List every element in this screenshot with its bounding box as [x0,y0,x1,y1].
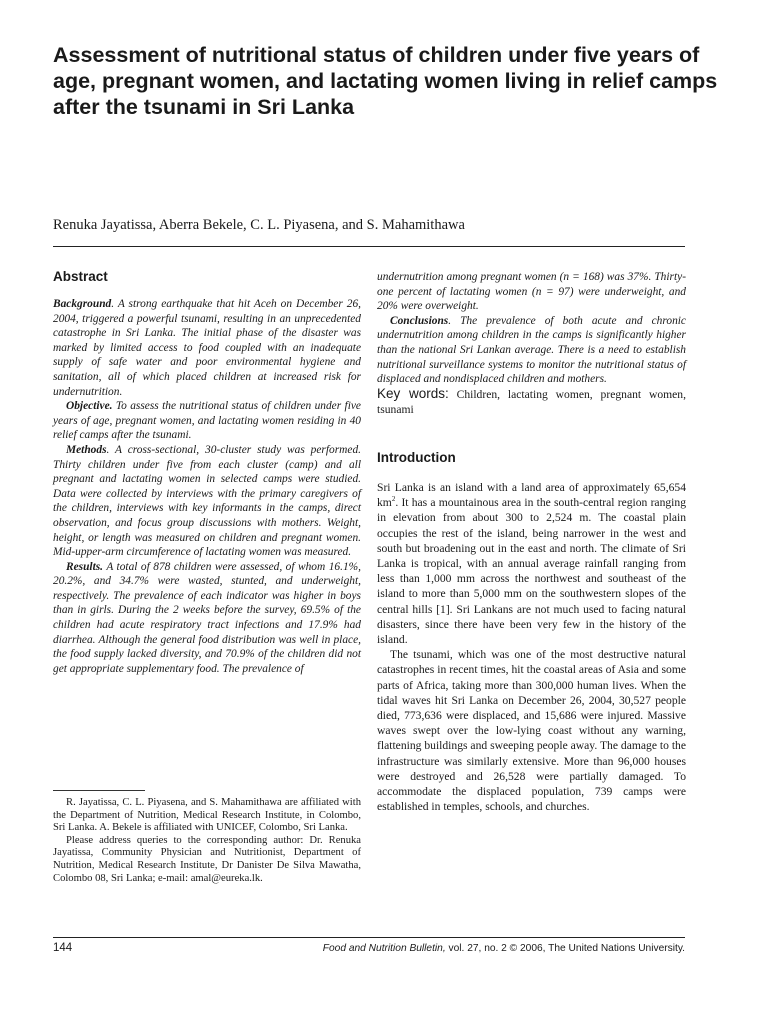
keywords [377,387,686,418]
header-divider [53,246,685,247]
abstract-body [53,297,361,676]
introduction-paragraph-1 [377,480,686,647]
results-label: Results. [66,560,104,573]
results-text: A total of 878 children were assessed, of whom 16.1%, 20.2%, and 34.7% were wasted, stunted, and underweight, respectively. The prevalence of each indicator was higher in boys than in girls. During the 2 weeks before the survey, 69.5% of the children had acute respiratory tract infections and 17.9% had diarrhea. Although the general food distribution was well in place, the food supply lacked diversity, and 70.9% of the children did not get appropriate supplementary food. The prevalence of [53,560,361,675]
background-text: . A strong earthquake that hit Aceh on December 26, 2004, triggered a powerful tsunami, resulting in an unprecedented catastrophe in Sri Lanka. The initial phase of the disaster was marked by limited access to food coupled with an inadequate supply of safe water and poor environmental hygiene and sanitation, all of which placed children at increased risk for undernutrition. [53,298,361,398]
abstract-results [53,560,361,677]
introduction-paragraph-2: The tsunami, which was one of the most destructive natural catastrophes in recent times, hit the coastal areas of Asia and some parts of Africa, taking more than 300,000 human lives. When the tidal waves hit Sri Lanka on December 26, 2004, 30,527 people died, 773,636 were displaced, and 15,686 were injured. Massive waves swept over the low-lying coast without any warning, flattening buildings and sweeping people away. The damage to the infrastructure was similarly extensive. More than 96,000 houses were destroyed and 26,528 were partially damaged. To accommodate the displaced population, 739 camps were established in temples, schools, and churches. [377,648,686,814]
introduction-body [377,480,686,814]
journal-details: vol. 27, no. 2 © 2006, The United Nations University. [445,943,685,954]
abstract-heading: Abstract [53,269,108,284]
conclusions-label: Conclusions [390,314,449,327]
footnote-divider [53,790,145,791]
footer-divider [53,937,685,938]
keywords-label: Key words: [377,385,449,401]
author-footnote [53,797,361,885]
journal-citation [323,943,685,954]
author-list: Renuka Jayatissa, Aberra Bekele, C. L. Piyasena, and S. Mahamithawa [53,217,465,233]
keywords-text: Children, lactating women, pregnant women, tsunami [377,387,686,417]
abstract-continued [377,270,686,387]
introduction-heading: Introduction [377,449,456,465]
journal-name: Food and Nutrition Bulletin, [322,943,446,954]
abstract-methods [53,443,361,560]
footnote-correspondence: Please address queries to the corresponding author: Dr. Renuka Jayatissa, Community Physician and Nutritionist, Department of Nutrition, Medical Research Institute, Dr Danister De Silva Mawatha, Colombo 08, Sri Lanka; e-mail: amal@eureka.lk. [53,834,361,884]
methods-text: . A cross-sectional, 30-cluster study was performed. Thirty children under five from each cluster (camp) and all pregnant and lactating women in selected camps were studied. Data were collected by interviews with the primary caregivers of the children, interviews with key informants in the camps, direct observation, and focus group discussions with mothers. Weight, height, or length was measured on children and pregnant women. Mid-upper-arm circumference of lactating women was measured. [53,443,361,559]
abstract-results-continued: undernutrition among pregnant women (n = 168) was 37%. Thirty-one percent of lactating women (n = 97) were underweight, and 20% were overweight. [377,271,686,313]
objective-text: To assess the nutritional status of children under five years of age, pregnant women, and lactating women residing in 40 relief camps after the tsunami. [53,400,361,442]
abstract-background [53,297,361,399]
background-label: Background [53,298,112,310]
abstract-column [53,268,361,676]
abstract-objective [53,399,361,443]
article-title: Assessment of nutritional status of children under five years of age, pregnant women, and lactating women living in relief camps after the tsunami in Sri Lanka [53,43,718,119]
methods-label: Methods [66,443,107,456]
conclusions-text: . The prevalence of both acute and chronic undernutrition among children in the camps is significantly higher than the national Sri Lankan average. There is a need to establish nutritional surveillance systems to monitor the nutritional status of displaced and nondisplaced children and mothers. [377,314,686,386]
footnote-affiliations: R. Jayatissa, C. L. Piyasena, and S. Mahamithawa are affiliated with the Department of Nutrition, Medical Research Institute, in Colombo, Sri Lanka. A. Bekele is affiliated with UNICEF, Colombo, Sri Lanka. [53,797,361,834]
intro-p1-part-b: . It has a mountainous area in the south-central region ranging in elevation from about 300 to 2,524 m. The coastal plain occupies the rest of the island, being narrower in the west and south but broadening out in the east and north. The climate of Sri Lanka is tropical, with an annual average rainfall ranging from less than 1,000 mm across the northwest and southeast of the island to more than 5,000 mm on the southwestern slopes of the central hills [1]. Sri Lankans are not much used to facing natural disasters, since there have been very few in the history of the island. [377,496,686,646]
intro-p1-part-a: Sri Lanka is an island with a land area of approximately 65,654 km [377,480,686,510]
abstract-conclusions [377,314,686,387]
intro-p1-superscript: 2 [391,495,396,504]
objective-label: Objective. [66,400,113,413]
right-column [377,270,686,814]
page-number: 144 [53,942,73,954]
